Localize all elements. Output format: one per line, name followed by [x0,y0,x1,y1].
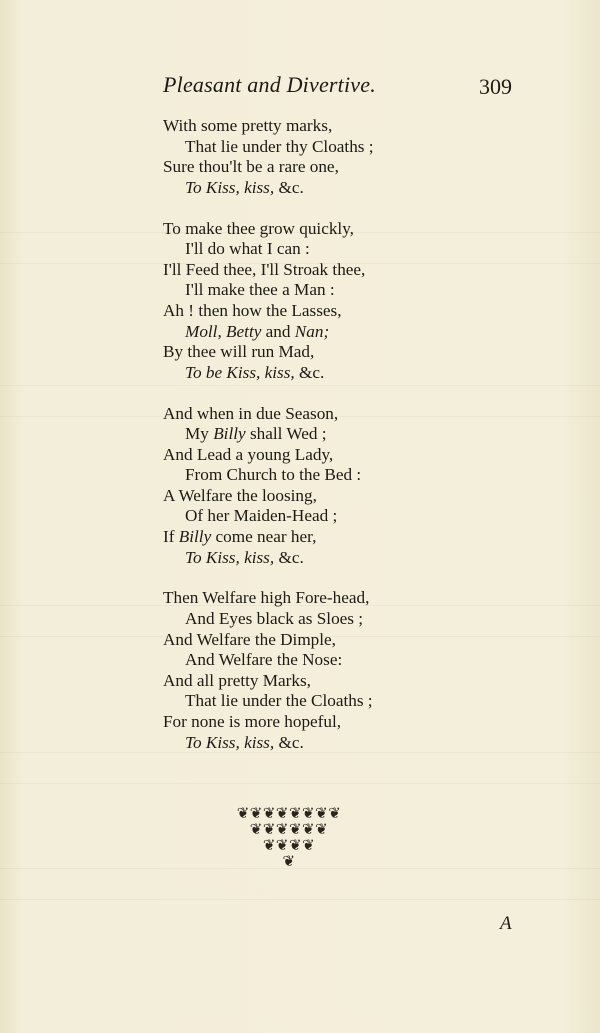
verse-line: A Welfare the loosing, [163,485,317,505]
verse-line: And Eyes black as Sloes ; [185,609,364,629]
verse-line: And Welfare the Nose: [185,650,343,670]
page-number: 309 [479,74,512,99]
verse-line: Of her Maiden-Head ; [185,506,338,526]
roman-text: and [261,321,295,341]
roman-text: My [185,424,214,444]
roman-text: come near her, [211,527,317,547]
verse-line: And when in due Season, [163,403,339,423]
verse-line: I'll make thee a Man : [185,280,335,300]
verse-line [163,322,463,343]
show-through-staff [0,868,600,900]
verse-line [163,363,463,384]
verse-line: Then Welfare high Fore-head, [163,588,370,608]
italic-text: Moll, Betty [185,321,262,341]
catchword: A [500,913,512,934]
italic-text: To be Kiss, kiss, [185,362,295,382]
verse-line [163,178,463,199]
fleuron-row-icon: ❦ [282,854,296,870]
verse-line: By thee will run Mad, [163,342,315,362]
verse-line: I'll do what I can : [185,239,310,259]
roman-text: &c. [274,177,304,197]
verse-line [163,527,463,548]
fleuron-ornament [222,806,356,870]
verse-line [163,424,463,445]
fleuron-row-icon: ❦❦❦❦❦❦❦❦ [236,806,342,822]
roman-text: &c. [274,547,304,567]
stanza [163,588,463,753]
verse-line [163,548,463,569]
stanza [163,404,463,569]
verse-line: And Welfare the Dimple, [163,629,336,649]
italic-text: Billy [213,424,246,444]
verse-line: And all pretty Marks, [163,670,311,690]
italic-text: To Kiss, kiss, [185,547,275,567]
italic-text: Billy [178,527,212,547]
roman-text: shall Wed ; [245,424,327,444]
verse-line: Ah ! then how the Lasses, [163,300,342,320]
fleuron-row-icon: ❦❦❦❦ [262,838,316,854]
italic-text: To Kiss, kiss, [185,177,275,197]
poem [163,116,463,773]
verse-line: I'll Feed thee, I'll Stroak thee, [163,259,366,279]
italic-text: Nan; [294,321,330,341]
verse-line [163,733,463,754]
stanza [163,219,463,384]
verse-line: With some pretty marks, [163,116,333,135]
roman-text: &c. [274,732,304,752]
verse-line: That lie under the Cloaths ; [185,691,373,711]
verse-line: From Church to the Bed : [185,465,362,485]
verse-line: And Lead a young Lady, [163,444,334,464]
verse-line: That lie under thy Cloaths ; [185,136,374,156]
roman-text: If [163,527,179,547]
fleuron-row-icon: ❦❦❦❦❦❦ [249,822,329,838]
italic-text: To Kiss, kiss, [185,732,275,752]
verse-line: Sure thou'lt be a rare one, [163,157,339,177]
running-head: Pleasant and Divertive. [163,72,376,97]
roman-text: &c. [294,362,325,382]
verse-line: To make thee grow quickly, [163,218,354,238]
verse-line: For none is more hopeful, [163,712,342,731]
stanza [163,116,463,198]
